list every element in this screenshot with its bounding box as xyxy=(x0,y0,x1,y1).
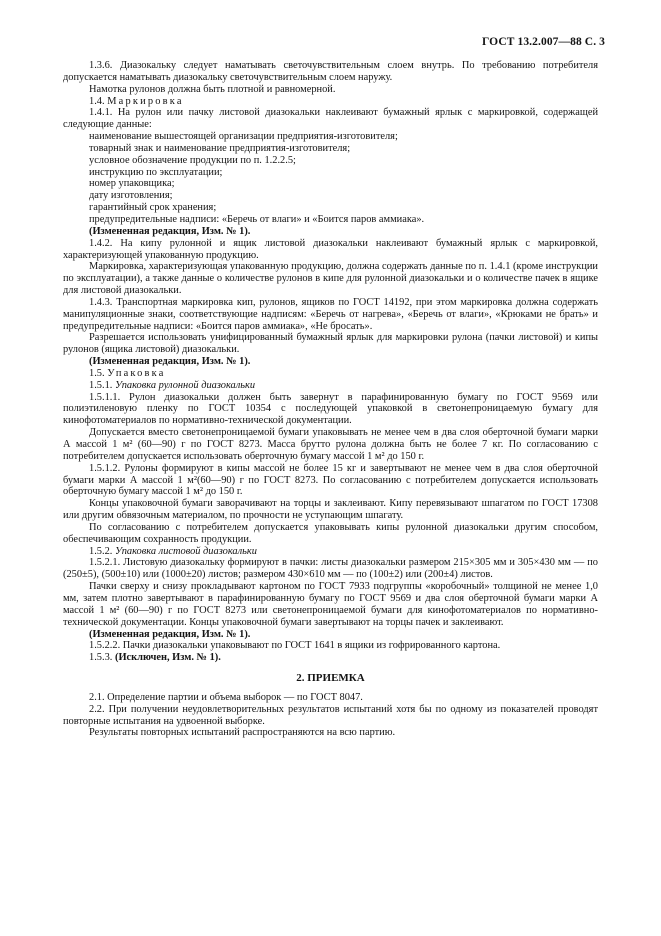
paragraph: 1.4.1. На рулон или пачку листовой диазокальки наклеивают бумажный ярлык с маркировкой, содержащей следующие данные: xyxy=(63,107,598,131)
list-item: наименование вышестоящей организации предприятия-изготовителя; xyxy=(89,131,398,143)
amendment-note: (Измененная редакция, Изм. № 1). xyxy=(89,356,251,368)
paragraph: 1.5.2.2. Пачки диазокальки упаковывают по ГОСТ 1641 в ящики из гофрированного картона. xyxy=(89,640,501,652)
list-item: предупредительные надписи: «Беречь от влаги» и «Боится паров аммиака». xyxy=(89,213,425,225)
subsection-number: 1.4. xyxy=(89,95,105,107)
document-body xyxy=(63,60,598,739)
paragraph: Результаты повторных испытаний распространяются на всю партию. xyxy=(89,727,396,739)
subsection-heading xyxy=(63,368,598,380)
paragraph: Допускается вместо светонепроницаемой бумаги упаковывать не менее чем в два слоя оберточной бумаги марки А массой 1 м² (60—90) г по ГОСТ 8273. Масса брутто рулона должна быть не более 7 кг. По согласованию с потребителем допускается использовать оберточную бумагу массой 1 м² до 150 г. xyxy=(63,427,598,462)
amendment-note: (Измененная редакция, Изм. № 1). xyxy=(89,628,251,640)
paragraph: Пачки сверху и снизу прокладывают картоном по ГОСТ 7933 подгруппы «коробочный» толщиной не менее 1,0 мм, затем плотно завертывают в парафинированную бумагу по ГОСТ 9569 и два слоя оберточной бумаги марки А массой 1 м² (60—90) г по ГОСТ 8273 или светонепроницаемой бумаги для кинофотоматериалов по нормативно-технической документации. Концы упаковочной бумаги завертывают на торцы пачек и заклеивают. xyxy=(63,581,598,628)
paragraph: 1.5.1.2. Рулоны формируют в кипы массой не более 15 кг и завертывают не менее чем в два слоя оберточной бумаги марки А массой 1 м²(60—90) г по ГОСТ 8273. По согласованию с потребителем допускается использовать оберточную бумагу массой 1 м² до 150 г. xyxy=(63,462,598,498)
paragraph: 1.4.2. На кипу рулонной и ящик листовой диазокальки наклеивают бумажный ярлык с маркировкой, характеризующей упакованную продукцию. xyxy=(63,237,598,261)
paragraph: 2.1. Определение партии и объема выборок — по ГОСТ 8047. xyxy=(89,691,363,703)
subsection-heading xyxy=(63,96,598,108)
subsection-number: 1.5.1. xyxy=(89,379,113,391)
subsection-title: Упаковка xyxy=(107,367,166,379)
subsection-title: Маркировка xyxy=(107,95,184,107)
subsection-title: Упаковка листовой диазокальки xyxy=(115,545,257,557)
paragraph: 1.3.6. Диазокальку следует наматывать светочувствительным слоем внутрь. По требованию потребителя допускается наматывать диазокальку светочувствительным слоем наружу. xyxy=(63,60,598,83)
paragraph: Разрешается использовать унифицированный бумажный ярлык для маркировки рулона (пачки листовой) и кипы рулонов (ящика листовой) диазокальки. xyxy=(63,332,598,356)
paragraph: Концы упаковочной бумаги заворачивают на торцы и заклеивают. Кипу перевязывают шпагатом по ГОСТ 17308 или другим обвязочным материалом, по прочности не уступающим шпагату. xyxy=(63,498,598,522)
list-item: гарантийный срок хранения; xyxy=(89,202,217,214)
subsection-heading xyxy=(63,546,598,558)
section-title: 2. ПРИЕМКА xyxy=(296,672,365,685)
list-item: условное обозначение продукции по п. 1.2.2.5; xyxy=(89,154,296,166)
paragraph: По согласованию с потребителем допускается упаковывать кипы рулонной диазокальки другим способом, обеспечивающим сохранность продукции. xyxy=(63,521,598,545)
list-item: товарный знак и наименование предприятия-изготовителя; xyxy=(89,142,351,154)
paragraph: Намотка рулонов должна быть плотной и равномерной. xyxy=(89,83,336,95)
list-item: дату изготовления; xyxy=(89,190,173,202)
paragraph: 1.5.2.1. Листовую диазокальку формируют в пачки: листы диазокальки размером 215×305 мм и 305×430 мм — по (250±5), (500±10) или (1000±20) листов; размером 430×610 мм — по (100±2) или (200±4) листов. xyxy=(63,557,598,581)
subsection-number: 1.5.2. xyxy=(89,545,113,557)
list-item: инструкцию по эксплуатации; xyxy=(89,166,223,178)
amendment-note: (Измененная редакция, Изм. № 1). xyxy=(89,225,251,237)
subsection-title: Упаковка рулонной диазокальки xyxy=(115,379,256,391)
subsection-number: 1.5. xyxy=(89,367,105,379)
paragraph: 1.4.3. Транспортная маркировка кип, рулонов, ящиков по ГОСТ 14192, при этом маркировка должна содержать манипуляционные знаки, соответствующие надписям: «Беречь от нагрева», «Беречь от влаги», «Крюками не брать» и предупредительные надписи: «Боится паров аммиака», «Не бросать». xyxy=(63,296,598,332)
paragraph: 1.5.1.1. Рулон диазокальки должен быть завернут в парафинированную бумагу по ГОСТ 9569 или полиэтиленовую пленку по ГОСТ 10354 с последующей упаковкой в светонепроницаемую бумагу для кинофотоматериалов по нормативно-технической документации. xyxy=(63,391,598,427)
paragraph xyxy=(63,652,598,664)
subsection-heading xyxy=(63,380,598,392)
page-header: ГОСТ 13.2.007—88 С. 3 xyxy=(482,36,605,48)
paragraph: Маркировка, характеризующая упакованную продукцию, должна содержать данные по п. 1.4.1 (кроме инструкции по эксплуатации), а также данные о количестве рулонов в кипе для рулонной диазокальки и о количестве пачек в ящике для листовой диазокальки. xyxy=(63,261,598,297)
amendment-note: (Исключен, Изм. № 1). xyxy=(115,652,221,664)
subsection-number: 1.5.3. xyxy=(89,652,113,664)
paragraph: 2.2. При получении неудовлетворительных результатов испытаний хотя бы по одному из показателей проводят повторные испытания на удвоенной выборке. xyxy=(63,703,598,727)
list-item: номер упаковщика; xyxy=(89,178,175,190)
